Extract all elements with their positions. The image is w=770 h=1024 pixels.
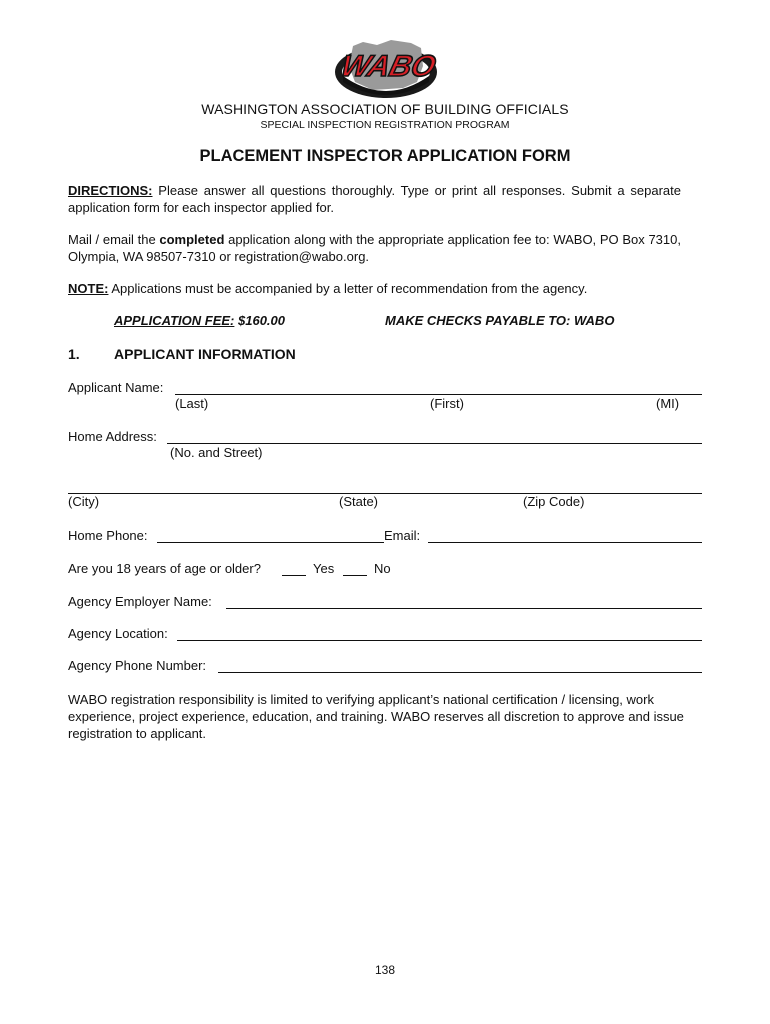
email-line[interactable]	[428, 542, 702, 543]
application-fee	[114, 313, 285, 328]
mail-suffix: application along with the appropriate application fee to: WABO, PO Box 7310, Olympia, WA 98507-7310 or registration@wabo.org.	[68, 232, 681, 264]
city-state-zip-line[interactable]	[68, 493, 702, 494]
program-name: SPECIAL INSPECTION REGISTRATION PROGRAM	[260, 119, 510, 131]
name-last-caption: (Last)	[175, 396, 209, 411]
form-title: PLACEMENT INSPECTOR APPLICATION FORM	[199, 147, 571, 165]
applicant-name-line[interactable]	[175, 394, 702, 395]
agency-location-label: Agency Location:	[68, 626, 168, 641]
street-caption: (No. and Street)	[170, 445, 263, 460]
organization-name: WASHINGTON ASSOCIATION OF BUILDING OFFICIALS	[201, 101, 569, 117]
home-phone-label: Home Phone:	[68, 528, 148, 543]
agency-location-line[interactable]	[177, 640, 702, 641]
mail-bold: completed	[159, 232, 225, 247]
wabo-logo	[333, 36, 439, 104]
agency-phone-line[interactable]	[218, 672, 702, 673]
fee-amount: $160.00	[234, 313, 285, 328]
agency-employer-label: Agency Employer Name:	[68, 594, 212, 609]
agency-employer-line[interactable]	[226, 608, 702, 609]
agency-phone-label: Agency Phone Number:	[68, 658, 207, 673]
note-text: Applications must be accompanied by a letter of recommendation from the agency.	[108, 281, 588, 296]
page-number: 138	[374, 963, 396, 977]
section-number: 1.	[68, 346, 80, 362]
svg-text:WABO: WABO	[337, 49, 439, 83]
city-caption: (City)	[68, 494, 100, 509]
name-first-caption: (First)	[430, 396, 464, 411]
checks-payable: MAKE CHECKS PAYABLE TO: WABO	[385, 313, 615, 328]
directions-label: DIRECTIONS:	[68, 183, 153, 198]
disclaimer-paragraph: WABO registration responsibility is limited to verifying applicant’s national certification / licensing, work experience, project experience, education, and training. WABO reserves all discretion to approve and issue registration to applicant.	[68, 692, 684, 741]
mail-prefix: Mail / email the	[68, 232, 160, 247]
age-yes-blank[interactable]	[282, 575, 306, 576]
email-label: Email:	[384, 528, 421, 543]
home-address-line[interactable]	[167, 443, 702, 444]
mail-paragraph	[68, 231, 681, 265]
home-phone-line[interactable]	[157, 542, 384, 543]
note-paragraph	[68, 280, 681, 297]
state-caption: (State)	[339, 494, 379, 509]
directions-text: Please answer all questions thoroughly. Type or print all responses. Submit a separate application form for each inspector applied for.	[68, 183, 681, 215]
age-yes-label: Yes	[313, 561, 335, 576]
age-question: Are you 18 years of age or older?	[68, 561, 261, 576]
age-no-blank[interactable]	[343, 575, 367, 576]
zip-caption: (Zip Code)	[523, 494, 585, 509]
applicant-name-label: Applicant Name:	[68, 380, 164, 395]
section-title: APPLICANT INFORMATION	[114, 346, 296, 362]
name-mi-caption: (MI)	[656, 396, 680, 411]
age-no-label: No	[374, 561, 391, 576]
directions-paragraph	[68, 182, 681, 216]
note-label: NOTE:	[68, 281, 109, 296]
fee-label: APPLICATION FEE	[114, 313, 231, 328]
fee-colon: :	[230, 313, 235, 328]
home-address-label: Home Address:	[68, 429, 157, 444]
